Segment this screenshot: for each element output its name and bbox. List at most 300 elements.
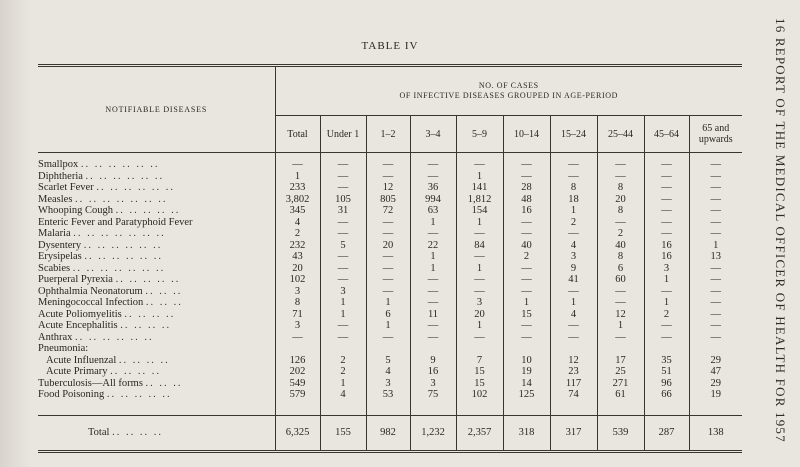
value-cell: 84 — [456, 240, 503, 252]
value-cell: 579 — [275, 389, 320, 401]
value-cell: — — [689, 205, 742, 217]
value-cell: 3 — [410, 378, 456, 390]
value-cell: 11 — [410, 309, 456, 321]
value-cell: — — [644, 182, 689, 194]
total-row — [38, 415, 742, 451]
value-cell: — — [689, 263, 742, 275]
disease-name-cell — [38, 415, 275, 451]
value-cell: 1 — [644, 297, 689, 309]
value-cell: 29 — [689, 355, 742, 367]
value-cell: — — [689, 286, 742, 298]
value-cell: 74 — [550, 389, 597, 401]
value-cell: 20 — [366, 240, 410, 252]
table-row — [38, 251, 742, 263]
value-cell: — — [456, 274, 503, 286]
value-cell: — — [320, 228, 366, 240]
value-cell: — — [366, 332, 410, 344]
value-cell: — — [320, 274, 366, 286]
age-group-heading-line1: NO. OF CASES — [478, 81, 539, 90]
value-cell: 1,812 — [456, 194, 503, 206]
value-cell: — — [550, 228, 597, 240]
value-cell: 15 — [456, 378, 503, 390]
value-cell: 1 — [456, 320, 503, 332]
leader-dots: .. .. .. .. .. — [115, 274, 181, 285]
value-cell: 8 — [550, 182, 597, 194]
value-cell: 10 — [503, 355, 550, 367]
value-cell: 28 — [503, 182, 550, 194]
leader-dots: .. .. .. .. .. .. — [83, 239, 163, 251]
table-row — [38, 182, 742, 194]
value-cell: — — [503, 153, 550, 171]
value-cell: 1 — [550, 297, 597, 309]
disease-name-cell — [38, 171, 275, 183]
disease-name-cell — [38, 194, 275, 206]
table-body — [38, 153, 742, 452]
column-header: 25–44 — [597, 116, 644, 153]
value-cell: — — [550, 171, 597, 183]
value-cell — [456, 343, 503, 355]
column-header: 10–14 — [503, 116, 550, 153]
value-cell: 982 — [366, 415, 410, 451]
value-cell: 805 — [366, 194, 410, 206]
value-cell: — — [597, 286, 644, 298]
value-cell: — — [320, 251, 366, 263]
column-header: 3–4 — [410, 116, 456, 153]
value-cell: — — [644, 332, 689, 344]
disease-name: Pneumonia: — [38, 343, 89, 354]
value-cell: — — [644, 217, 689, 229]
value-cell: — — [410, 171, 456, 183]
value-cell: 102 — [275, 274, 320, 286]
value-cell: — — [366, 217, 410, 229]
value-cell: 1 — [410, 251, 456, 263]
value-cell: 8 — [597, 205, 644, 217]
column-header: 1–2 — [366, 116, 410, 153]
value-cell: 17 — [597, 355, 644, 367]
value-cell: — — [644, 228, 689, 240]
value-cell: 6 — [597, 263, 644, 275]
disease-name-cell — [38, 355, 275, 367]
value-cell: 3 — [275, 286, 320, 298]
value-cell: — — [320, 182, 366, 194]
value-cell: — — [275, 153, 320, 171]
value-cell: 4 — [550, 309, 597, 321]
value-cell: 539 — [597, 415, 644, 451]
spacer-row — [38, 401, 742, 416]
value-cell — [275, 343, 320, 355]
value-cell: — — [550, 286, 597, 298]
disease-name-cell — [38, 205, 275, 217]
value-cell: 3 — [456, 297, 503, 309]
value-cell: 51 — [644, 366, 689, 378]
value-cell: — — [320, 263, 366, 275]
value-cell: — — [503, 171, 550, 183]
disease-name-cell — [38, 240, 275, 252]
value-cell: 2 — [597, 228, 644, 240]
table-row — [38, 240, 742, 252]
disease-name: Acute Poliomyelitis — [38, 308, 122, 320]
value-cell: — — [689, 228, 742, 240]
column-header: 15–24 — [550, 116, 597, 153]
leader-dots: .. .. .. .. — [112, 426, 163, 438]
value-cell — [644, 343, 689, 355]
value-cell: 8 — [275, 297, 320, 309]
value-cell: — — [644, 286, 689, 298]
value-cell: 345 — [275, 205, 320, 217]
disease-name-cell — [38, 378, 275, 390]
value-cell: — — [689, 182, 742, 194]
value-cell: — — [320, 332, 366, 344]
value-cell: 1 — [550, 205, 597, 217]
value-cell: 1 — [366, 320, 410, 332]
value-cell: 8 — [597, 251, 644, 263]
value-cell: 1 — [275, 171, 320, 183]
leader-dots: .. .. .. .. — [120, 320, 172, 331]
value-cell: — — [456, 286, 503, 298]
value-cell: 63 — [410, 205, 456, 217]
value-cell: 53 — [366, 389, 410, 401]
value-cell: 1 — [503, 297, 550, 309]
value-cell: — — [410, 153, 456, 171]
value-cell: — — [275, 332, 320, 344]
value-cell: 1 — [410, 263, 456, 275]
value-cell: 126 — [275, 355, 320, 367]
value-cell: 18 — [550, 194, 597, 206]
value-cell — [550, 343, 597, 355]
value-cell — [320, 343, 366, 355]
value-cell: 48 — [503, 194, 550, 206]
spacer-cell — [275, 401, 320, 416]
value-cell: 2 — [503, 251, 550, 263]
table-row — [38, 171, 742, 183]
value-cell: 2 — [320, 355, 366, 367]
spacer-cell — [410, 401, 456, 416]
value-cell: — — [456, 251, 503, 263]
disease-name: Erysipelas — [38, 251, 82, 262]
disease-name: Acute Influenzal — [46, 354, 117, 366]
value-cell: 1 — [689, 240, 742, 252]
disease-name-cell — [38, 228, 275, 240]
value-cell: 1 — [320, 297, 366, 309]
disease-name-cell — [38, 389, 275, 401]
value-cell: 9 — [550, 263, 597, 275]
value-cell: 2 — [275, 228, 320, 240]
value-cell: 1 — [366, 297, 410, 309]
value-cell: — — [410, 228, 456, 240]
value-cell — [689, 343, 742, 355]
spacer-cell — [689, 401, 742, 416]
value-cell: — — [410, 274, 456, 286]
table-row — [38, 389, 742, 401]
value-cell: — — [689, 332, 742, 344]
value-cell: 3,802 — [275, 194, 320, 206]
value-cell: — — [597, 217, 644, 229]
value-cell: 202 — [275, 366, 320, 378]
value-cell: — — [689, 171, 742, 183]
value-cell: — — [456, 332, 503, 344]
value-cell: 29 — [689, 378, 742, 390]
value-cell: — — [597, 153, 644, 171]
value-cell: 2,357 — [456, 415, 503, 451]
value-cell: — — [456, 153, 503, 171]
value-cell: — — [410, 332, 456, 344]
disease-name: Diphtheria — [38, 170, 83, 182]
value-cell: — — [503, 286, 550, 298]
age-group-heading — [275, 66, 742, 116]
spacer-cell — [320, 401, 366, 416]
value-cell: 271 — [597, 378, 644, 390]
disease-name: Acute Encephalitis — [38, 320, 118, 331]
value-cell: — — [366, 251, 410, 263]
value-cell: — — [456, 228, 503, 240]
value-cell: 16 — [503, 205, 550, 217]
leader-dots: .. .. .. .. .. .. — [85, 170, 165, 182]
leader-dots: .. .. .. .. .. .. — [96, 182, 175, 193]
disease-name-cell — [38, 251, 275, 263]
disease-name-cell — [38, 182, 275, 194]
value-cell: — — [550, 153, 597, 171]
table-row — [38, 332, 742, 344]
age-group-heading-line2: OF INFECTIVE DISEASES GROUPED IN AGE-PERIOD — [399, 91, 618, 100]
column-header: Total — [275, 116, 320, 153]
disease-name: Scabies — [38, 262, 71, 274]
value-cell: 6,325 — [275, 415, 320, 451]
disease-name-cell — [38, 263, 275, 275]
value-cell: — — [320, 217, 366, 229]
value-cell: 60 — [597, 274, 644, 286]
value-cell: — — [503, 217, 550, 229]
disease-name-cell — [38, 320, 275, 332]
table-row — [38, 228, 742, 240]
disease-name-cell — [38, 332, 275, 344]
table-header — [38, 66, 742, 153]
value-cell: 233 — [275, 182, 320, 194]
value-cell: 2 — [644, 309, 689, 321]
spacer-cell — [38, 401, 275, 416]
disease-name-cell — [38, 343, 275, 355]
value-cell: 12 — [366, 182, 410, 194]
value-cell: — — [366, 274, 410, 286]
column-header: 45–64 — [644, 116, 689, 153]
value-cell: 12 — [550, 355, 597, 367]
value-cell: — — [644, 194, 689, 206]
value-cell: 994 — [410, 194, 456, 206]
value-cell: — — [644, 153, 689, 171]
disease-name: Meningococcal Infection — [38, 297, 144, 308]
column-header: Under 1 — [320, 116, 366, 153]
disease-name: Enteric Fever and Paratyphoid Fever — [38, 216, 193, 228]
disease-table — [38, 64, 742, 453]
value-cell: 25 — [597, 366, 644, 378]
leader-dots: .. .. .. .. .. .. .. — [75, 193, 168, 205]
value-cell: 4 — [366, 366, 410, 378]
value-cell: — — [689, 274, 742, 286]
value-cell: 3 — [366, 378, 410, 390]
running-header: 16 REPORT OF THE MEDICAL OFFICER OF HEALTH FOR 1957 — [773, 18, 788, 443]
leader-dots: .. .. .. .. .. .. — [84, 251, 163, 262]
value-cell: 117 — [550, 378, 597, 390]
disease-name-cell — [38, 153, 275, 171]
table-row — [38, 205, 742, 217]
value-cell: — — [550, 332, 597, 344]
value-cell: 16 — [644, 240, 689, 252]
value-cell: — — [597, 171, 644, 183]
value-cell: 22 — [410, 240, 456, 252]
value-cell: 9 — [410, 355, 456, 367]
value-cell: 5 — [320, 240, 366, 252]
value-cell: 15 — [503, 309, 550, 321]
value-cell — [410, 343, 456, 355]
value-cell: 20 — [597, 194, 644, 206]
leader-dots: .. .. .. .. .. .. — [75, 331, 154, 343]
value-cell: 232 — [275, 240, 320, 252]
notifiable-diseases-heading: NOTIFIABLE DISEASES — [38, 66, 275, 153]
disease-name-cell — [38, 297, 275, 309]
table-row — [38, 378, 742, 390]
value-cell: 13 — [689, 251, 742, 263]
value-cell: — — [689, 309, 742, 321]
value-cell: 66 — [644, 389, 689, 401]
value-cell: 16 — [644, 251, 689, 263]
table-row — [38, 274, 742, 286]
value-cell: — — [503, 332, 550, 344]
value-cell: 12 — [597, 309, 644, 321]
value-cell: 1 — [644, 274, 689, 286]
value-cell: — — [689, 194, 742, 206]
table-row — [38, 343, 742, 355]
value-cell: — — [597, 297, 644, 309]
value-cell: — — [320, 171, 366, 183]
value-cell: — — [366, 153, 410, 171]
value-cell: 20 — [275, 263, 320, 275]
table-row — [38, 355, 742, 367]
value-cell: 155 — [320, 415, 366, 451]
value-cell: 1 — [410, 217, 456, 229]
value-cell: — — [597, 332, 644, 344]
page-edge-shadow — [0, 0, 30, 467]
table-row — [38, 309, 742, 321]
value-cell: — — [503, 263, 550, 275]
value-cell: 15 — [456, 366, 503, 378]
value-cell: 4 — [320, 389, 366, 401]
table-row — [38, 286, 742, 298]
leader-dots: .. .. .. — [145, 377, 183, 389]
disease-name: Whooping Cough — [38, 205, 113, 216]
leader-dots: .. .. .. .. — [118, 354, 170, 366]
value-cell: 19 — [503, 366, 550, 378]
value-cell: 1 — [456, 171, 503, 183]
disease-name-cell — [38, 286, 275, 298]
value-cell: 3 — [644, 263, 689, 275]
spacer-cell — [597, 401, 644, 416]
value-cell: 5 — [366, 355, 410, 367]
table-row — [38, 320, 742, 332]
disease-name-cell — [38, 217, 275, 229]
value-cell: 1 — [320, 378, 366, 390]
value-cell: 23 — [550, 366, 597, 378]
leader-dots: .. .. .. .. .. .. .. — [72, 262, 166, 274]
value-cell: — — [410, 286, 456, 298]
table-title: TABLE IV — [361, 40, 419, 52]
value-cell: 1,232 — [410, 415, 456, 451]
value-cell: 40 — [597, 240, 644, 252]
value-cell: 31 — [320, 205, 366, 217]
value-cell: 1 — [597, 320, 644, 332]
value-cell: 72 — [366, 205, 410, 217]
value-cell: 3 — [550, 251, 597, 263]
value-cell: — — [689, 217, 742, 229]
value-cell: 1 — [320, 309, 366, 321]
disease-name: Puerperal Pyrexia — [38, 274, 113, 285]
leader-dots: .. .. .. .. — [124, 308, 176, 320]
value-cell: 105 — [320, 194, 366, 206]
table-row — [38, 366, 742, 378]
table-row — [38, 153, 742, 171]
value-cell: 36 — [410, 182, 456, 194]
value-cell: 43 — [275, 251, 320, 263]
value-cell: 317 — [550, 415, 597, 451]
spacer-cell — [503, 401, 550, 416]
value-cell: — — [644, 171, 689, 183]
disease-name: Anthrax — [38, 331, 73, 343]
value-cell: — — [366, 228, 410, 240]
disease-name: Smallpox — [38, 159, 79, 170]
value-cell: 4 — [550, 240, 597, 252]
column-header: 65 and upwards — [689, 116, 742, 153]
disease-name: Tuberculosis—All forms — [38, 377, 143, 389]
disease-name: Scarlet Fever — [38, 182, 94, 193]
spacer-cell — [456, 401, 503, 416]
value-cell: 318 — [503, 415, 550, 451]
value-cell: — — [366, 171, 410, 183]
value-cell: — — [320, 153, 366, 171]
value-cell: — — [644, 320, 689, 332]
value-cell: 125 — [503, 389, 550, 401]
value-cell: — — [689, 153, 742, 171]
value-cell: — — [644, 205, 689, 217]
value-cell: 102 — [456, 389, 503, 401]
leader-dots: .. .. .. .. .. — [115, 205, 181, 216]
column-header: 5–9 — [456, 116, 503, 153]
spacer-cell — [644, 401, 689, 416]
value-cell: 41 — [550, 274, 597, 286]
value-cell: 3 — [275, 320, 320, 332]
disease-name: Malaria — [38, 228, 71, 239]
value-cell: 14 — [503, 378, 550, 390]
disease-name-cell — [38, 274, 275, 286]
value-cell: 138 — [689, 415, 742, 451]
value-cell: 4 — [275, 217, 320, 229]
value-cell — [597, 343, 644, 355]
value-cell: 40 — [503, 240, 550, 252]
value-cell: 19 — [689, 389, 742, 401]
value-cell: 20 — [456, 309, 503, 321]
value-cell: 71 — [275, 309, 320, 321]
disease-name: Total — [88, 426, 110, 438]
value-cell: — — [366, 286, 410, 298]
value-cell: 1 — [456, 217, 503, 229]
value-cell: — — [410, 297, 456, 309]
value-cell: 35 — [644, 355, 689, 367]
disease-name: Dysentery — [38, 239, 82, 251]
value-cell: 96 — [644, 378, 689, 390]
value-cell: 8 — [597, 182, 644, 194]
value-cell: 2 — [320, 366, 366, 378]
value-cell: 2 — [550, 217, 597, 229]
table-row — [38, 297, 742, 309]
value-cell: 549 — [275, 378, 320, 390]
disease-name: Ophthalmia Neonatorum — [38, 285, 143, 297]
